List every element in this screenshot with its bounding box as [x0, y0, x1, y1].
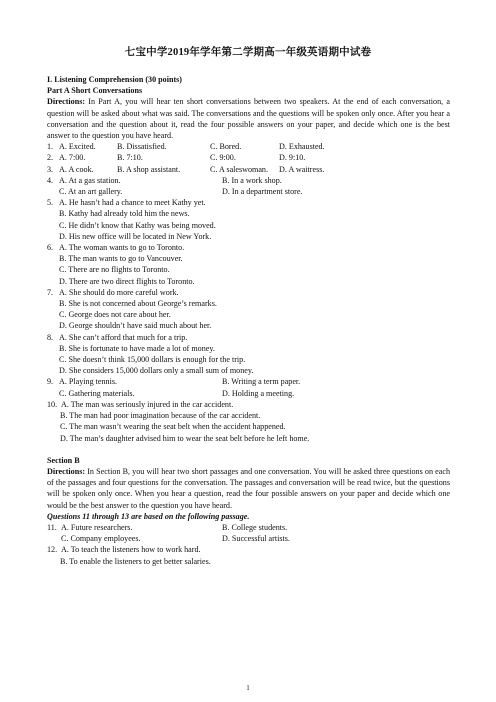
- option-a: A. Future researchers.: [61, 522, 133, 532]
- option-d: D. Holding a meeting.: [222, 388, 295, 398]
- question-2: [47, 152, 450, 163]
- option-d: D. There are two direct flights to Toronto.: [59, 276, 195, 286]
- question-12: [47, 544, 450, 555]
- question-8: [47, 332, 450, 343]
- part-a-directions: [47, 96, 450, 141]
- question-number: 9.: [47, 377, 54, 387]
- directions-text: In Part A, you will hear ten short conversations between two speakers. At the end of each conversation, a question will be asked about what was said. The conversations and the questions will be spoken only once. After you hear a conversation and the question about it, read the four possible answers on your paper, and decide which one is the best answer to the question you have heard.: [47, 97, 450, 141]
- question-number: 3.: [47, 164, 54, 174]
- part-a-heading: Part A Short Conversations: [47, 86, 143, 96]
- option-d: D. Exhausted.: [279, 142, 325, 152]
- question-9-row-2: [47, 388, 450, 399]
- question-number: 8.: [47, 332, 54, 342]
- option-b: B. A shop assistant.: [117, 164, 181, 174]
- question-4: [47, 175, 450, 186]
- question-1: [47, 141, 450, 152]
- option-b: B. Kathy had already told him the news.: [59, 209, 190, 219]
- option-d: D. In a department store.: [222, 187, 303, 197]
- option-a: A. Playing tennis.: [59, 377, 118, 387]
- question-number: 4.: [47, 175, 54, 185]
- option-b: B. The man wants to go to Vancouver.: [59, 254, 183, 264]
- option-c: C. She doesn’t think 15,000 dollars is enough for the trip.: [59, 355, 246, 365]
- option-a: A. She can’t afford that much for a trip.: [59, 332, 188, 342]
- option-d: D. A waitress.: [279, 164, 325, 174]
- page-number: 1: [246, 684, 250, 692]
- option-c: C. Gathering materials.: [59, 388, 135, 398]
- question-number: 1.: [47, 142, 54, 152]
- section-b-heading: Section B: [47, 455, 80, 465]
- question-number: 7.: [47, 287, 54, 297]
- option-b: B. College students.: [222, 522, 288, 532]
- option-b: B. To enable the listeners to get better salaries.: [60, 556, 211, 566]
- directions-label: Directions:: [47, 466, 86, 476]
- exam-content: [47, 74, 450, 567]
- option-b: B. She is not concerned about George’s remarks.: [59, 299, 217, 309]
- option-d: D. Successful artists.: [222, 534, 290, 544]
- question-4-row-2: [47, 186, 450, 197]
- question-number: 10.: [47, 399, 58, 409]
- question-number: 12.: [47, 545, 58, 555]
- question-number: 5.: [47, 198, 54, 208]
- question-9: [47, 376, 450, 387]
- option-a: A. 7:00.: [59, 153, 86, 163]
- directions-text: In Section B, you will hear two short passages and one conversation. You will be asked three questions on each of the passages and four questions for the conversation. The passages and conversation will be read twice, but the questions will be spoken only once. When you hear a question, read the four possible answers on your paper and decide which one would be the best answer to the question you have heard.: [47, 466, 450, 510]
- question-number: 11.: [47, 522, 57, 532]
- question-11: [47, 522, 450, 533]
- question-11-row-2: [47, 533, 450, 544]
- option-d: D. The man’s daughter advised him to wear the seat belt before he left home.: [60, 433, 310, 443]
- question-6: [47, 242, 450, 253]
- option-d: D. 9:10.: [279, 153, 306, 163]
- option-c: C. A saleswoman.: [210, 164, 269, 174]
- page-title: 七宝中学2019年学年第二学期高一年级英语期中试卷: [124, 47, 372, 58]
- option-c: C. 9:00.: [210, 153, 236, 163]
- questions-note: Questions 11 through 13 are based on the following passage.: [47, 511, 250, 521]
- question-10: [47, 399, 450, 410]
- option-a: A. The woman wants to go to Toronto.: [59, 243, 185, 253]
- section-b-directions: [47, 466, 450, 511]
- option-a: A. To teach the listeners how to work hard.: [61, 545, 201, 555]
- option-c: C. George does not care about her.: [59, 310, 171, 320]
- option-b: B. The man had poor imagination because of the car accident.: [60, 411, 261, 421]
- option-a: A. At a gas station.: [59, 175, 121, 185]
- question-number: 2.: [47, 153, 54, 163]
- option-a: A. A cook.: [59, 164, 94, 174]
- option-a: A. He hasn’t had a chance to meet Kathy yet.: [59, 198, 206, 208]
- option-b: B. Writing a term paper.: [222, 377, 301, 387]
- option-c: C. There are no flights to Toronto.: [59, 265, 170, 275]
- directions-label: Directions:: [47, 97, 86, 107]
- option-c: C. He didn’t know that Kathy was being moved.: [59, 220, 216, 230]
- option-d: D. She considers 15,000 dollars only a small sum of money.: [59, 366, 254, 376]
- option-a: A. Excited.: [59, 142, 96, 152]
- option-a: A. The man was seriously injured in the car accident.: [61, 399, 234, 409]
- option-d: D. His new office will be located in New York.: [59, 231, 212, 241]
- section-heading: I. Listening Comprehension (30 points): [47, 75, 182, 84]
- option-b: B. In a work shop.: [222, 175, 282, 185]
- question-number: 6.: [47, 243, 54, 253]
- option-c: C. The man wasn’t wearing the seat belt when the accident happened.: [60, 422, 286, 432]
- option-b: B. Dissatisfied.: [117, 142, 167, 152]
- question-7: [47, 287, 450, 298]
- option-c: C. At an art gallery.: [59, 187, 123, 197]
- option-c: C. Company employees.: [61, 534, 141, 544]
- option-a: A. She should do more careful work.: [59, 287, 179, 297]
- option-d: D. George shouldn’t have said much about her.: [59, 321, 212, 331]
- option-b: B. 7:10.: [117, 153, 143, 163]
- option-c: C. Bored.: [210, 142, 242, 152]
- question-3: [47, 164, 450, 175]
- option-b: B. She is fortunate to have made a lot of money.: [59, 343, 215, 353]
- question-5: [47, 197, 450, 208]
